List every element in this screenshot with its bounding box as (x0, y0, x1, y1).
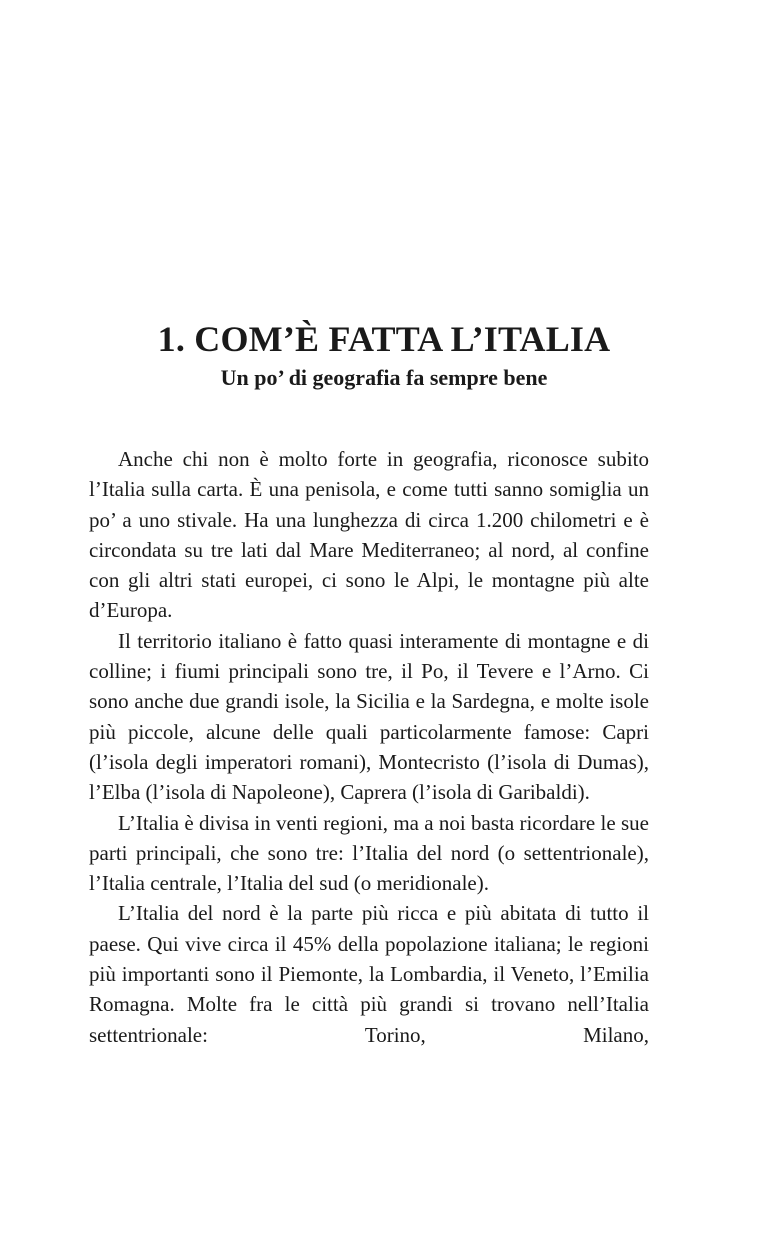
chapter-body (89, 444, 649, 1050)
paragraph: L’Italia è divisa in venti regioni, ma a noi basta ricordare le sue parti principali, che sono tre: l’Italia del nord (o settentrionale), l’Italia centrale, l’Italia del sud (o meridionale). (89, 810, 649, 896)
paragraph: Il territorio italiano è fatto quasi interamente di montagne e di colline; i fiumi principali sono tre, il Po, il Tevere e l’Arno. Ci sono anche due grandi isole, la Sicilia e la Sardegna, e molte isole più piccole, alcune delle quali particolarmente famose: Capri (l’isola degli imperatori romani), Montecristo (l’isola di Dumas), l’Elba (l’isola di Napoleone), Caprera (l’isola di Garibaldi). (89, 628, 649, 805)
paragraph: L’Italia del nord è la parte più ricca e più abitata di tutto il paese. Qui vive circa il 45% della popolazione italiana; le regioni più importanti sono il Piemonte, la Lombardia, il Veneto, l’Emilia Romagna. Molte fra le città più grandi si trovano nell’Italia settentrionale: Torino, Milano, (89, 901, 649, 1047)
chapter-subtitle: Un po’ di geografia fa sempre bene (220, 365, 548, 390)
paragraph: Anche chi non è molto forte in geografia, riconosce subito l’Italia sulla carta. È una penisola, e come tutti sanno somiglia un po’ a uno stivale. Ha una lunghezza di circa 1.200 chilometri e è circondata su tre lati dal Mare Mediterraneo; al nord, al confine con gli altri stati europei, ci sono le Alpi, le montagne più alte d’Europa. (89, 447, 649, 623)
chapter-title: 1. COM’È FATTA L’ITALIA (157, 319, 611, 359)
